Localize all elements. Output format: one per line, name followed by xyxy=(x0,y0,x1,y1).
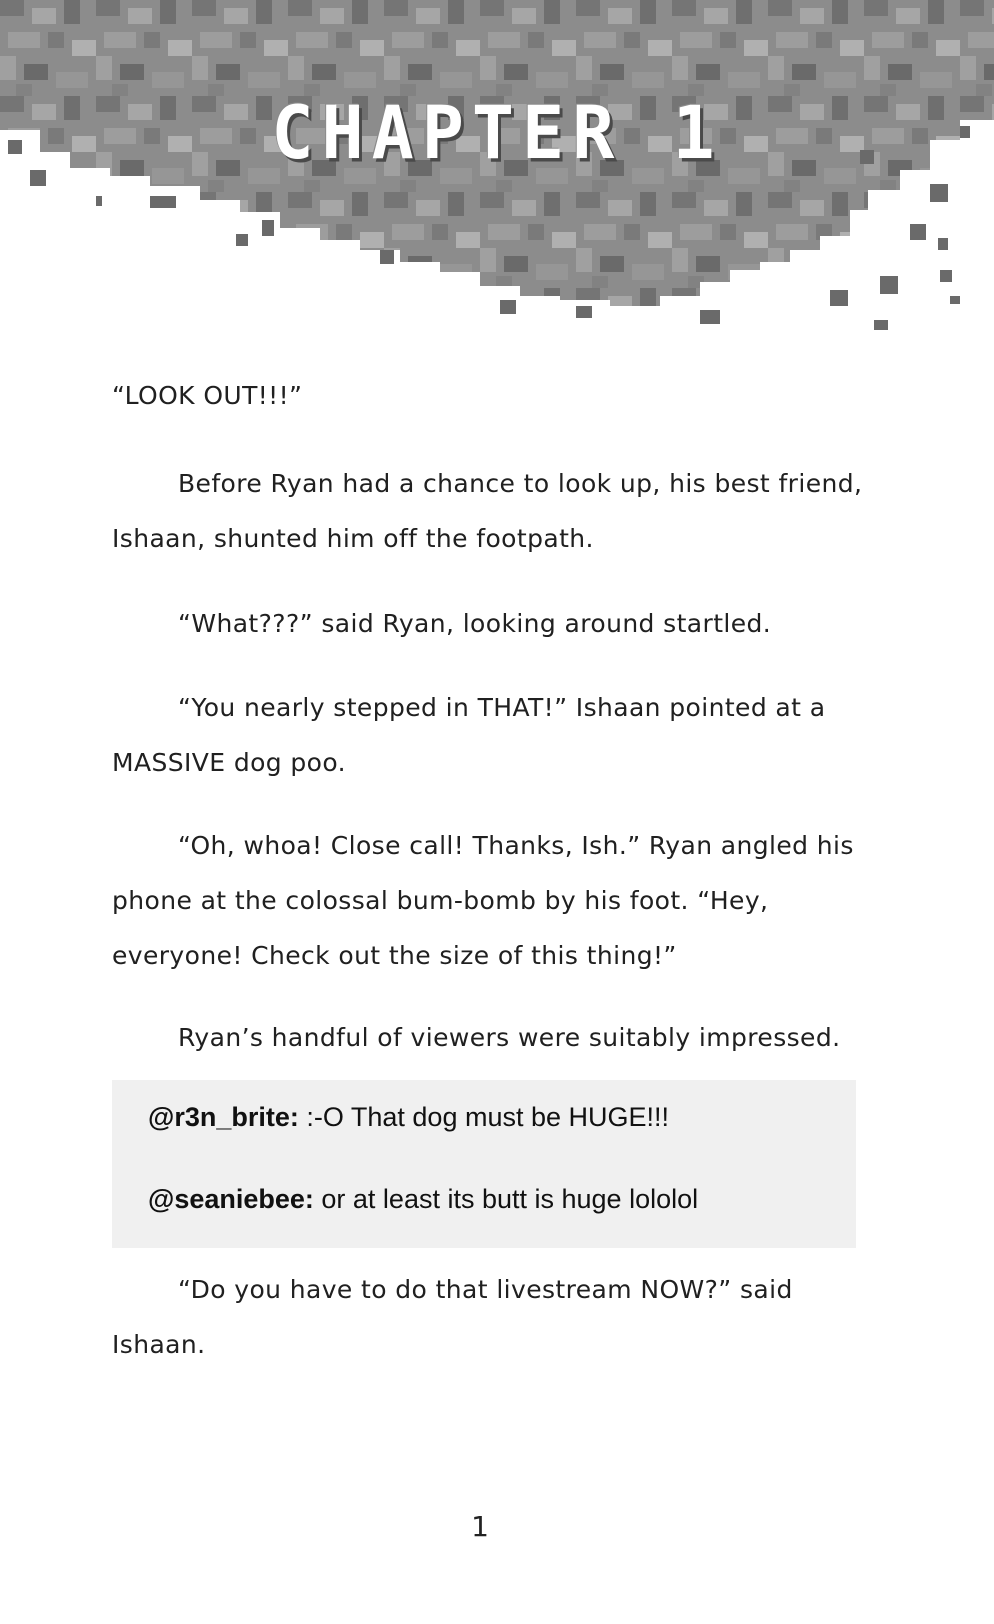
chat-text: :-O That dog must be HUGE!!! xyxy=(298,1102,670,1132)
chat-username: @r3n_brite: xyxy=(148,1102,299,1132)
paragraph-viewers: Ryan’s handful of viewers were suitably impressed. xyxy=(178,1023,841,1052)
paragraph-livestream-now: “Do you have to do that livestream NOW?” said Ishaan. xyxy=(112,1275,793,1359)
chapter-title: CHAPTER 1 xyxy=(271,89,723,177)
chat-text: or at least its butt is huge lololol xyxy=(313,1184,699,1214)
paragraph-before-ryan: Before Ryan had a chance to look up, his best friend, Ishaan, shunted him off the footpath. xyxy=(112,469,863,553)
paragraph-what: “What???” said Ryan, looking around startled. xyxy=(178,609,772,638)
chat-username: @seaniebee: xyxy=(148,1184,314,1214)
paragraph-you-nearly: “You nearly stepped in THAT!” Ishaan pointed at a MASSIVE dog poo. xyxy=(112,693,826,777)
chat-message xyxy=(148,1184,698,1215)
page-number: 1 xyxy=(471,1510,489,1543)
chat-message xyxy=(148,1102,669,1133)
paragraph-oh-whoa: “Oh, whoa! Close call! Thanks, Ish.” Ryan angled his phone at the colossal bum-bomb by his foot. “Hey, everyone! Check out the size of this thing!” xyxy=(112,831,854,970)
paragraph-look-out: “LOOK OUT!!!” xyxy=(112,381,303,410)
